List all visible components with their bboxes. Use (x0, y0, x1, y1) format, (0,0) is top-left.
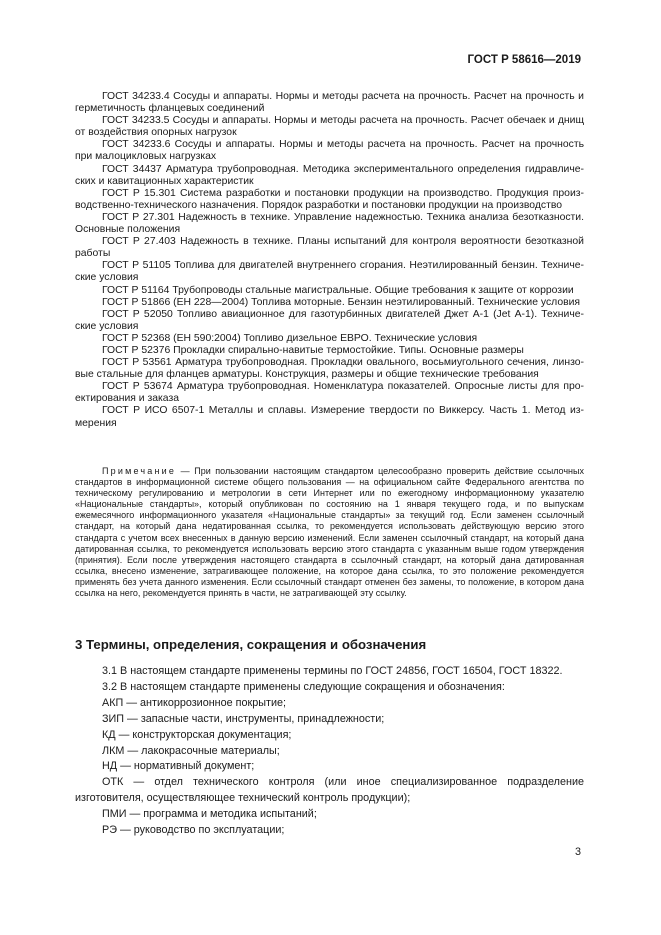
abbreviation-item: АКП — антикоррозионное покрытие; (102, 696, 286, 709)
reference-item: ГОСТ 34233.4 Сосуды и аппараты. Нормы и методы расчета на прочность. Расчет на прочность и герметичность фланцевых соединений (75, 91, 584, 115)
reference-item: ГОСТ Р 53561 Арматура трубопроводная. Прокладки овального, восьмиугольного сечения, линзовые стальные для фланцев арматуры. Конструкция, размеры и общие технические требования (75, 357, 584, 381)
section-heading: 3 Термины, определения, сокращения и обозначения (75, 637, 427, 652)
reference-item: ГОСТ Р 15.301 Система разработки и постановки продукции на производство. Продукция производственно-технического назначения. Порядок разработки и постановки продукции на производство (75, 187, 584, 211)
reference-item: ГОСТ 34233.5 Сосуды и аппараты. Нормы и методы расчета на прочность. Расчет обечаек и днищ от воздействия опорных нагрузок (75, 115, 584, 139)
reference-item: ГОСТ Р 51164 Трубопроводы стальные магистральные. Общие требования к защите от коррозии (102, 284, 574, 296)
reference-item: ГОСТ Р ИСО 6507-1 Металлы и сплавы. Измерение твердости по Виккерсу. Часть 1. Метод измерения (75, 405, 584, 429)
reference-item: ГОСТ 34437 Арматура трубопроводная. Методика экспериментального определения гидравлических и кавитационных характеристик (75, 163, 584, 187)
reference-item: ГОСТ Р 52376 Прокладки спирально-навитые термостойкие. Типы. Основные размеры (102, 344, 524, 356)
abbreviation-item: НД — нормативный документ; (102, 760, 255, 773)
abbreviation-item: ПМИ — программа и методика испытаний; (102, 808, 317, 821)
reference-item: ГОСТ Р 52368 (ЕН 590:2004) Топливо дизельное ЕВРО. Технические условия (102, 332, 478, 344)
reference-item: ГОСТ Р 51105 Топлива для двигателей внутреннего сгорания. Неэтилированный бензин. Технические условия (75, 260, 584, 284)
note-paragraph (75, 466, 584, 599)
reference-item: ГОСТ Р 27.301 Надежность в технике. Управление надежностью. Техника анализа безотказности. Основные положения (75, 211, 584, 236)
reference-item: ГОСТ Р 52050 Топливо авиационное для газотурбинных двигателей Джет А-1 (Jet А-1). Технические условия (75, 308, 584, 332)
abbreviation-item: ЗИП — запасные части, инструменты, принадлежности; (102, 712, 385, 725)
abbreviation-item: ЛКМ — лакокрасочные материалы; (102, 744, 280, 757)
note-text: — При пользовании настоящим стандартом целесообразно проверить действие ссылочных стандартов в информационной системе общего пользования — на официальном сайте Федерального агентства по техническому регулированию и метрологии в сети Интернет или по ежегодному информационному указателю «Национальные стандарты», который опубликован по состоянию на 1 января текущего года, и по выпускам ежемесячного информационного указателя «Национальные стандарты» за текущий год. Если заменен ссылочный стандарт, на который дана недатированная ссылка, то рекомендуется использовать действующую версию этого стандарта с учетом всех внесенных в данную версию изменений. Если заменен ссылочный стандарт, на который дана датированная ссылка, то рекомендуется использовать версию этого стандарта с указанным выше годом утверждения (принятия). Если после утверждения настоящего стандарта в ссылочный стандарт, на который дана датированная ссылка, внесено изменение, затрагивающее положение, на которое дана ссылка, то это положение рекомендуется применять без учета данного изменения. Если ссылочный стандарт отменен без замены, то положение, в котором дана ссылка на него, рекомендуется принять в части, не затрагивающей эту ссылку. (75, 466, 584, 599)
normative-references-list (75, 91, 584, 430)
reference-item: ГОСТ 34233.6 Сосуды и аппараты. Нормы и методы расчета на прочность. Расчет на прочность при малоцикловых нагрузках (75, 139, 584, 163)
note-label: Примечание (102, 466, 177, 476)
clause-3-2: 3.2 В настоящем стандарте применены следующие сокращения и обозначения: (102, 680, 505, 693)
document-number: ГОСТ Р 58616—2019 (467, 54, 581, 66)
section-body (75, 664, 584, 839)
reference-item: ГОСТ Р 51866 (ЕН 228—2004) Топлива моторные. Бензин неэтилированный. Технические условия (102, 296, 581, 308)
abbreviation-item: КД — конструкторская документация; (102, 728, 292, 741)
reference-item: ГОСТ Р 27.403 Надежность в технике. Планы испытаний для контроля вероятности безотказной работы (75, 236, 584, 260)
page-number: 3 (574, 846, 581, 858)
abbreviation-item: ОТК — отдел технического контроля (или иное специализированное подразделение изготовителя, осуществляющее технический контроль продукции); (75, 776, 584, 805)
reference-item: ГОСТ Р 53674 Арматура трубопроводная. Номенклатура показателей. Опросные листы для проектирования и заказа (75, 381, 584, 405)
clause-3-1: 3.1 В настоящем стандарте применены термины по ГОСТ 24856, ГОСТ 16504, ГОСТ 18322. (102, 665, 563, 677)
abbreviation-item: РЭ — руководство по эксплуатации; (102, 824, 285, 837)
